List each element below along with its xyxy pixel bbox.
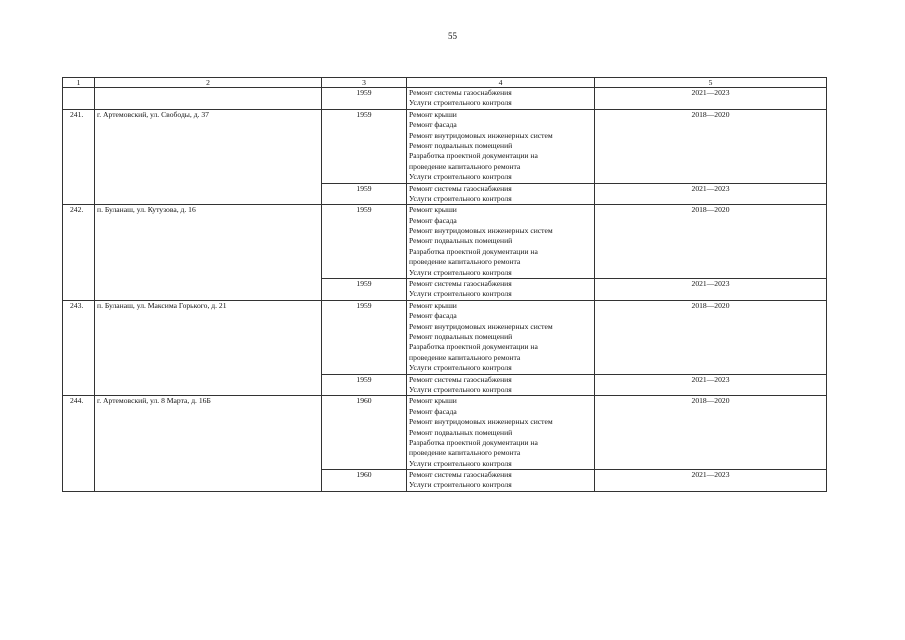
repair-work-item: Ремонт крыши <box>409 300 457 310</box>
planned-period: 2018—2020 <box>595 109 827 183</box>
repair-work-item: Ремонт фасада <box>409 120 457 130</box>
building-address: п. Буланаш, ул. Кутузова, д. 16 <box>95 205 322 301</box>
repair-work-item: Услуги строительного контроля <box>409 98 512 108</box>
repair-work-item: Ремонт внутридомовых инженерных систем <box>409 321 553 331</box>
repair-works <box>407 205 595 279</box>
table-body <box>63 78 827 492</box>
repair-work-item: Ремонт системы газоснабжения <box>409 279 512 289</box>
table-row <box>63 88 827 110</box>
repair-works <box>407 109 595 183</box>
building-number: 243. <box>63 300 95 396</box>
commission-year: 1959 <box>322 279 407 301</box>
repair-work-item: Ремонт подвальных помещений <box>409 427 513 437</box>
repair-work-item: Разработка проектной документации на <box>409 342 538 352</box>
building-number <box>63 88 95 110</box>
commission-year: 1960 <box>322 470 407 492</box>
table-row <box>63 109 827 183</box>
planned-period: 2018—2020 <box>595 300 827 374</box>
repair-work-item: Ремонт крыши <box>409 205 457 215</box>
repair-works <box>407 279 595 301</box>
planned-period: 2021—2023 <box>595 279 827 301</box>
building-address: г. Артемовский, ул. Свободы, д. 37 <box>95 109 322 205</box>
header-cell-5: 5 <box>595 78 827 88</box>
repair-works <box>407 300 595 374</box>
repair-works <box>407 396 595 470</box>
building-number: 242. <box>63 205 95 301</box>
table-row <box>63 396 827 470</box>
repair-works <box>407 88 595 110</box>
repair-work-item: Ремонт подвальных помещений <box>409 236 513 246</box>
repair-work-item: Ремонт фасада <box>409 215 457 225</box>
repair-work-item: Услуги строительного контроля <box>409 172 512 182</box>
repair-work-item: Ремонт подвальных помещений <box>409 331 513 341</box>
repair-work-item: Ремонт системы газоснабжения <box>409 88 512 97</box>
building-number: 244. <box>63 396 95 492</box>
page-number: 55 <box>448 31 457 41</box>
repair-works <box>407 374 595 396</box>
repair-work-item: Услуги строительного контроля <box>409 363 512 373</box>
repair-work-item: Ремонт внутридомовых инженерных систем <box>409 417 553 427</box>
repair-work-item: Разработка проектной документации на <box>409 246 538 256</box>
planned-period: 2021—2023 <box>595 88 827 110</box>
table-row <box>63 205 827 279</box>
building-address <box>95 88 322 110</box>
building-address: п. Буланаш, ул. Максима Горького, д. 21 <box>95 300 322 396</box>
commission-year: 1960 <box>322 396 407 470</box>
repair-work-item: Ремонт системы газоснабжения <box>409 470 512 480</box>
header-cell-3: 3 <box>322 78 407 88</box>
repair-work-item: Ремонт системы газоснабжения <box>409 183 512 193</box>
header-row <box>63 78 827 88</box>
header-cell-1: 1 <box>63 78 95 88</box>
planned-period: 2021—2023 <box>595 183 827 205</box>
repair-work-item: проведение капитального ремонта <box>409 352 521 362</box>
repair-work-item: Разработка проектной документации на <box>409 437 538 447</box>
repair-work-item: Услуги строительного контроля <box>409 193 512 203</box>
repair-work-item: проведение капитального ремонта <box>409 161 521 171</box>
repair-works <box>407 470 595 492</box>
commission-year: 1959 <box>322 109 407 183</box>
repair-work-item: Разработка проектной документации на <box>409 151 538 161</box>
repair-work-item: Ремонт крыши <box>409 109 457 119</box>
repair-works <box>407 183 595 205</box>
header-cell-4: 4 <box>407 78 595 88</box>
repair-work-item: Услуги строительного контроля <box>409 267 512 277</box>
table-row <box>63 300 827 374</box>
building-address: г. Артемовский, ул. 8 Марта, д. 16Б <box>95 396 322 492</box>
repair-work-item: Ремонт системы газоснабжения <box>409 374 512 384</box>
capital-repair-table <box>62 77 827 492</box>
header-cell-2: 2 <box>95 78 322 88</box>
repair-work-item: Ремонт крыши <box>409 396 457 406</box>
repair-work-item: Ремонт фасада <box>409 406 457 416</box>
repair-work-item: Ремонт внутридомовых инженерных систем <box>409 130 553 140</box>
planned-period: 2021—2023 <box>595 374 827 396</box>
building-number: 241. <box>63 109 95 205</box>
repair-work-item: Услуги строительного контроля <box>409 458 512 468</box>
commission-year: 1959 <box>322 88 407 110</box>
commission-year: 1959 <box>322 183 407 205</box>
repair-work-item: Услуги строительного контроля <box>409 480 512 490</box>
repair-work-item: Ремонт внутридомовых инженерных систем <box>409 226 553 236</box>
planned-period: 2018—2020 <box>595 205 827 279</box>
commission-year: 1959 <box>322 205 407 279</box>
planned-period: 2021—2023 <box>595 470 827 492</box>
repair-work-item: Ремонт подвальных помещений <box>409 140 513 150</box>
repair-work-item: Услуги строительного контроля <box>409 384 512 394</box>
repair-work-item: Услуги строительного контроля <box>409 289 512 299</box>
repair-work-item: проведение капитального ремонта <box>409 257 521 267</box>
repair-work-item: проведение капитального ремонта <box>409 448 521 458</box>
planned-period: 2018—2020 <box>595 396 827 470</box>
commission-year: 1959 <box>322 374 407 396</box>
repair-work-item: Ремонт фасада <box>409 311 457 321</box>
commission-year: 1959 <box>322 300 407 374</box>
